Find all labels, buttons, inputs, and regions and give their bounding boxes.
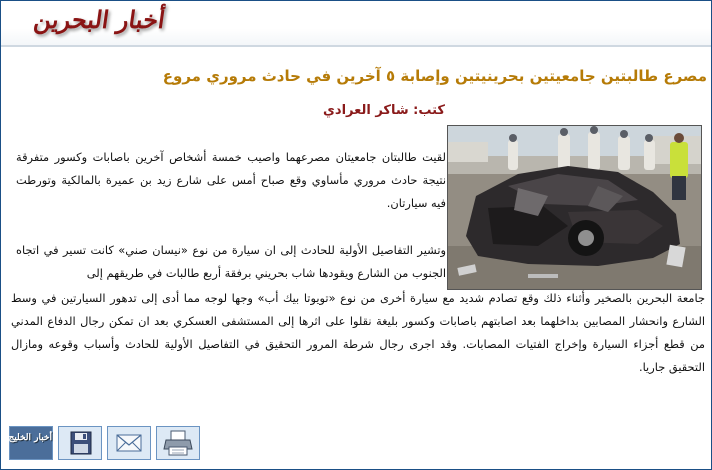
- article-paragraph-2: وتشير التفاصيل الأولية للحادث إلى ان سيارة من نوع «نيسان صني» كانت تسير في اتجاه الجنوب من الشارع ويقودها شاب بحريني برفقة أربع طالبات في طريقهم إلى: [16, 243, 446, 280]
- article-headline: مصرع طالبتين جامعيتين بحرينيتين وإصابة ٥ آخرين في حادث مروري مروع: [162, 67, 707, 85]
- envelope-icon: [108, 427, 150, 459]
- printer-icon: [157, 427, 199, 459]
- archive-button[interactable]: [9, 426, 53, 460]
- archive-label: أخبار الخليج: [8, 433, 52, 443]
- article-paragraph-1: لقيت طالبتان جامعيتان مصرعهما واصيب خمسة أشخاص آخرين باصابات وكسور متفرقة نتيجة حادث مروري مأساوي وقع صباح أمس على شارع زيد بن عميرة بالمالكية وتورطت فيه سيارتان.: [16, 150, 446, 210]
- section-header: [1, 1, 711, 47]
- car-crash-photo-graphic: [448, 126, 701, 289]
- article-author: كتب: شاكر العرادي: [323, 103, 445, 118]
- email-button[interactable]: [107, 426, 151, 460]
- section-title: أخبار البحرين: [32, 5, 168, 34]
- car-crash-photo: [447, 125, 702, 290]
- article-paragraph-3: جامعة البحرين بالصخير وأثناء ذلك وقع تصادم شديد مع سيارة أخرى من نوع «تويوتا بيك أب» وجها لوجه مما أدى إلى تدهور السيارتين في وسط الشارع وانحشار المصابين بداخلهما بعد اصابتهم باصابات وكسور بليغة نقلوا على اثرها إلى المستشفى العسكري بعد ان تمكن رجال الدفاع المدني من قطع أجزاء السيارة وإخراج الفتيات المصابات. وقد اجرى رجال شرطة المرور التحقيق في التفاصيل الأولية للحادث وأسباب وقوعه ومازال التحقيق جاريا.: [11, 291, 705, 374]
- header-divider: [1, 45, 711, 47]
- article-toolbar: [9, 424, 202, 462]
- print-button[interactable]: [156, 426, 200, 460]
- floppy-disk-icon: [59, 427, 101, 459]
- save-button[interactable]: [58, 426, 102, 460]
